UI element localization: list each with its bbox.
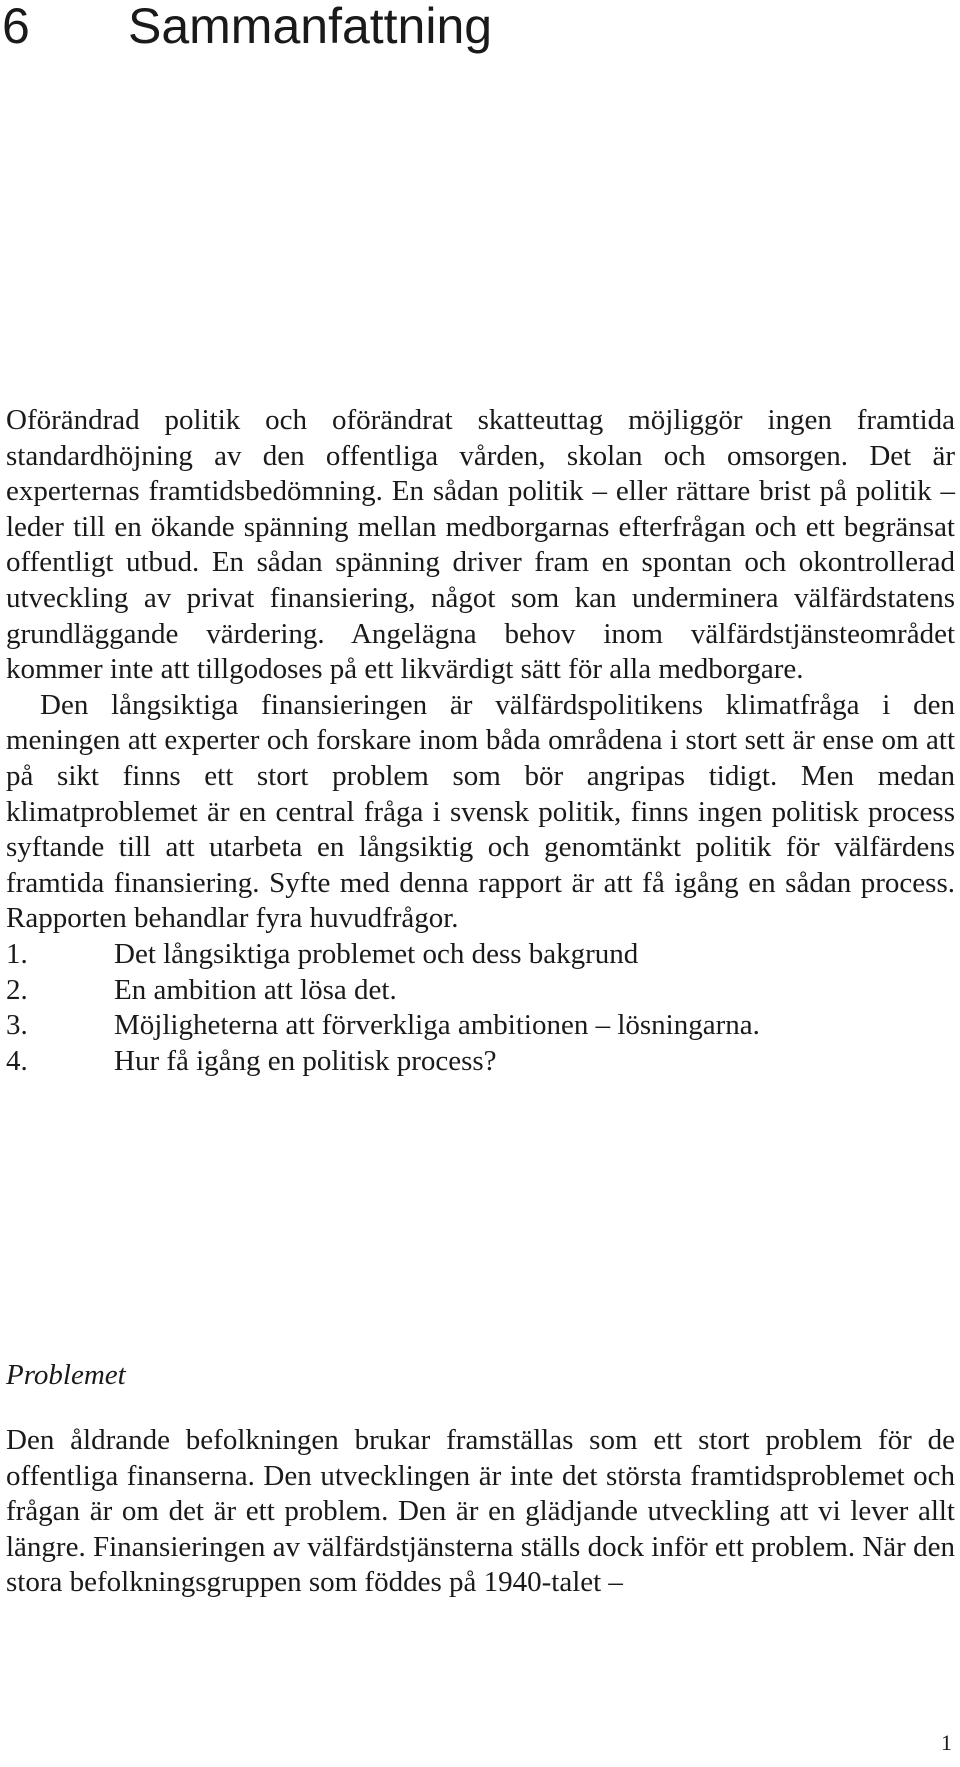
chapter-heading — [2, 0, 492, 54]
main-questions-list — [6, 937, 955, 1079]
intro-section — [6, 403, 955, 1079]
list-item-number: 4. — [6, 1044, 28, 1077]
list-item-number: 1. — [6, 937, 28, 970]
list-item — [6, 1008, 955, 1044]
list-item — [6, 973, 955, 1009]
list-item-text: Hur få igång en politisk process? — [114, 1044, 497, 1077]
list-item-number: 2. — [6, 973, 28, 1006]
list-item-text: Det långsiktiga problemet och dess bakgrund — [114, 937, 639, 970]
list-item — [6, 1044, 955, 1080]
problem-section — [6, 1423, 955, 1601]
list-item-text: Möjligheterna att förverkliga ambitionen – lösningarna. — [114, 1009, 760, 1042]
section-heading-problemet: Problemet — [6, 1359, 126, 1391]
list-item — [6, 937, 955, 973]
list-item-text: En ambition att lösa det. — [114, 973, 397, 1006]
intro-paragraph-2: Den långsiktiga finansieringen är välfärdspolitikens klimatfråga i den meningen att experter och forskare inom båda områdena i stort sett är ense om att på sikt finns ett stort problem som bör angripas tidigt. Men medan klimatproblemet är en central fråga i svensk politik, finns ingen politisk process syftande till att utarbeta en långsiktig och genomtänkt politik för välfärdens framtida finansiering. Syfte med denna rapport är att få igång en sådan process. Rapporten behandlar fyra huvudfrågor. — [6, 688, 955, 935]
problem-paragraph: Den åldrande befolkningen brukar framställas som ett stort problem för de offentliga finanserna. Den utvecklingen är inte det största framtidsproblemet och frågan är om det är ett problem. Den är en glädjande utveckling att vi lever allt längre. Finansieringen av välfärdstjänsterna ställs dock inför ett problem. När den stora befolkningsgruppen som föddes på 1940-talet – — [6, 1424, 955, 1599]
page-number: 1 — [941, 1730, 952, 1755]
chapter-number: 6 — [2, 0, 30, 54]
list-item-number: 3. — [6, 1009, 28, 1042]
chapter-title: Sammanfattning — [128, 0, 493, 54]
intro-paragraph-1: Oförändrad politik och oförändrat skatteuttag möjliggör ingen framtida standardhöjning av den offentliga vården, skolan och omsorgen. Det är experternas framtidsbedömning. En sådan politik – eller rättare brist på politik – leder till en ökande spänning mellan medborgarnas efterfrågan och ett begränsat offentligt utbud. En sådan spänning driver fram en spontan och okontrollerad utveckling av privat finansiering, något som kan underminera välfärdstatens grundläggande värdering. Angelägna behov inom välfärdstjänsteområdet kommer inte att tillgodoses på ett likvärdigt sätt för alla medborgare. — [6, 404, 955, 686]
